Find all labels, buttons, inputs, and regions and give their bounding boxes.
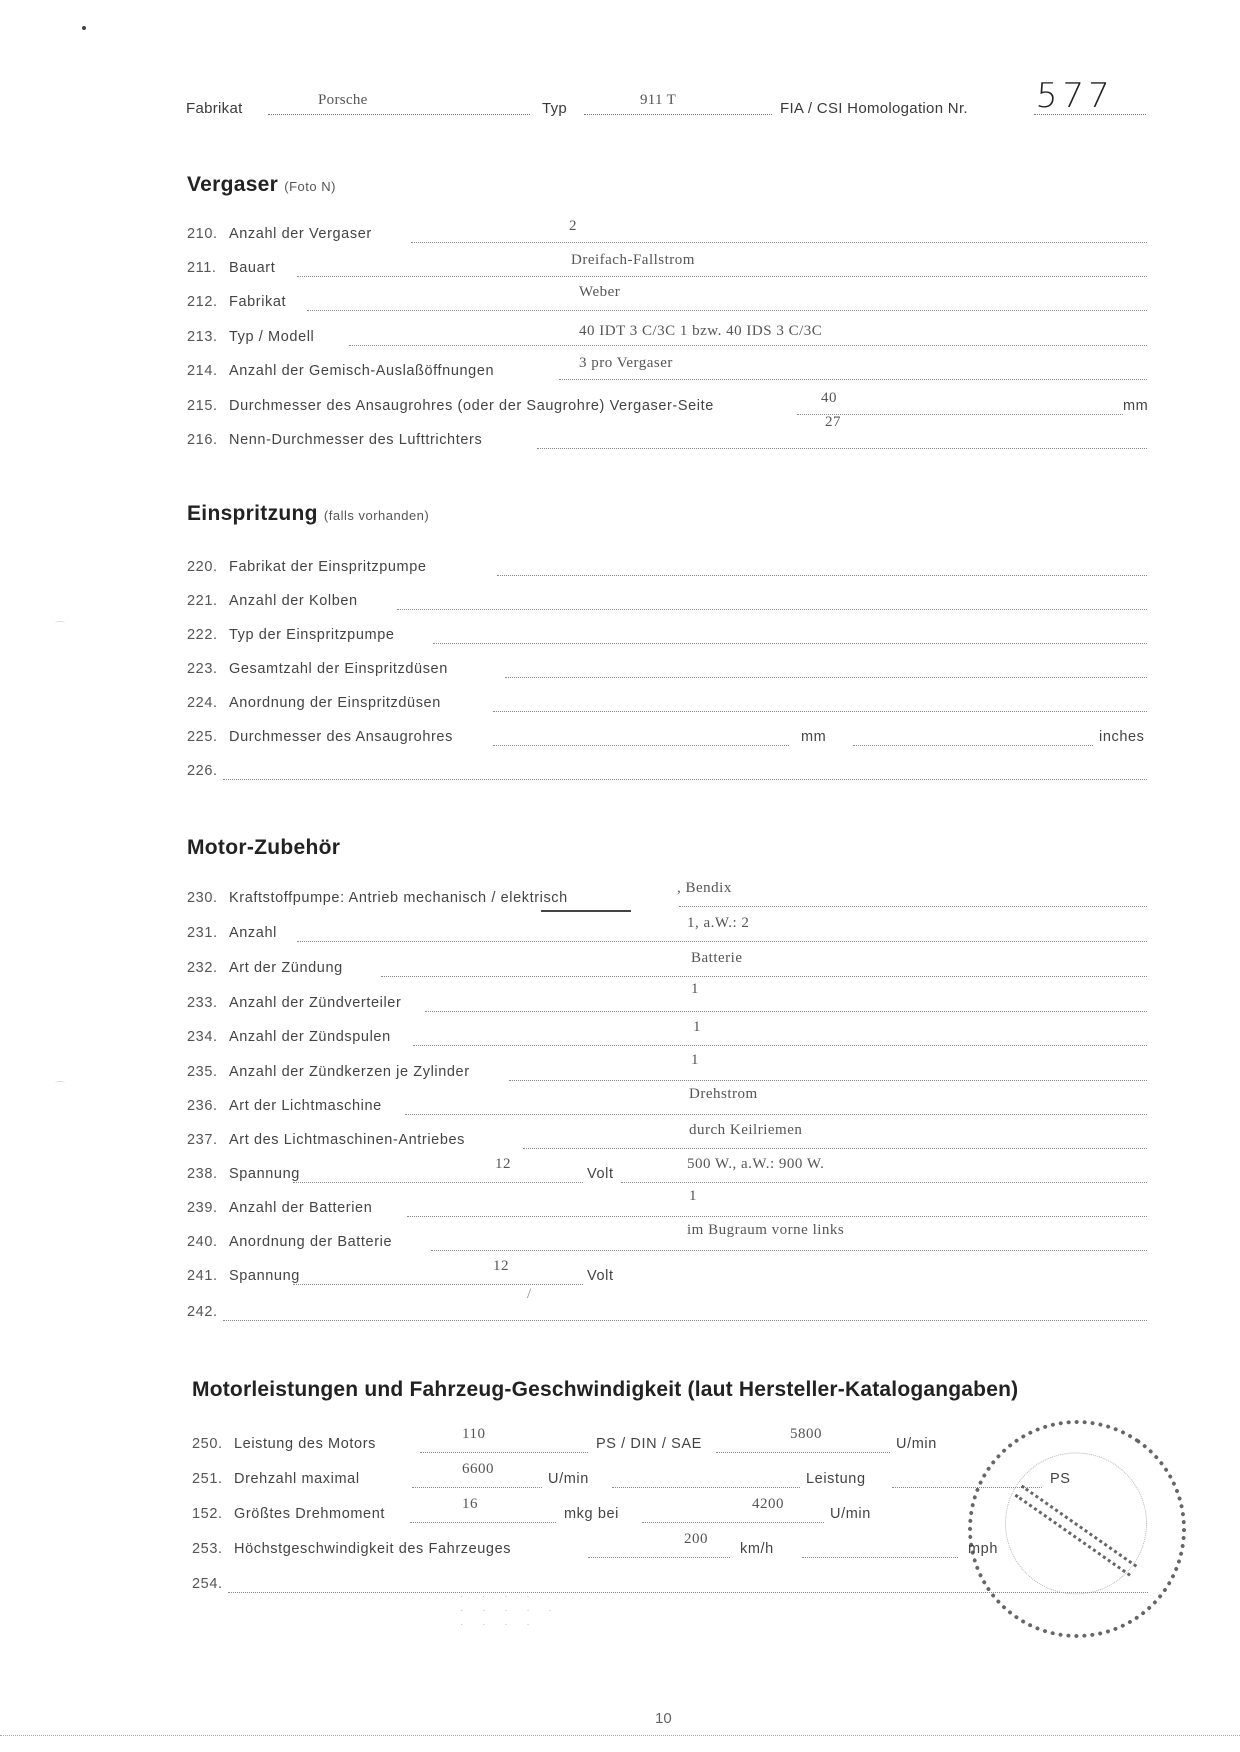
row-label: Spannung <box>229 1166 300 1182</box>
row-label: Anordnung der Einspritzdüsen <box>229 695 441 711</box>
scan-artifact: ⌒ <box>55 1082 65 1093</box>
row-value: 2 <box>569 218 577 234</box>
dotted-line <box>297 276 1147 277</box>
row-value: 1, a.W.: 2 <box>687 915 750 931</box>
form-row-231 <box>187 915 1147 945</box>
row-value: 110 <box>462 1426 486 1442</box>
row-value: 3 pro Vergaser <box>579 355 673 371</box>
dotted-line <box>433 643 1147 644</box>
row-label: Durchmesser des Ansaugrohres (oder der Saugrohre) Vergaser-Seite <box>229 398 714 414</box>
section-title-motorleistungen <box>192 1378 1018 1402</box>
row-number: 251. <box>192 1471 223 1487</box>
row-number: 236. <box>187 1098 218 1114</box>
page-number: 10 <box>655 1710 672 1727</box>
form-row-220 <box>187 555 1147 579</box>
scan-noise: · · · · · · · · · · · · · <box>460 1591 560 1630</box>
row-number: 225. <box>187 729 218 745</box>
row-label: Typ der Einspritzpumpe <box>229 627 395 643</box>
row-value: Weber <box>579 284 621 300</box>
row-label: Nenn-Durchmesser des Lufttrichters <box>229 432 483 448</box>
scan-artifact: ⌒ <box>55 622 65 633</box>
form-row-221 <box>187 589 1147 613</box>
row-label: Fabrikat <box>229 294 287 310</box>
row-value: Drehstrom <box>689 1086 758 1102</box>
dotted-line <box>397 609 1147 610</box>
dotted-line <box>405 1114 1147 1115</box>
dotted-line <box>679 906 1147 907</box>
row-unit: mm <box>1123 398 1149 414</box>
row-value-secondary: 4200 <box>752 1496 784 1512</box>
row-unit: PS / DIN / SAE <box>596 1436 702 1452</box>
row-number: 210. <box>187 226 218 242</box>
row-value-secondary: 5800 <box>790 1426 822 1442</box>
row-number: 226. <box>187 763 218 779</box>
bottom-dotted-rule <box>0 1735 1240 1736</box>
row-label: Art der Lichtmaschine <box>229 1098 382 1114</box>
row-number: 222. <box>187 627 218 643</box>
dotted-line <box>497 575 1147 576</box>
dotted-line <box>493 711 1147 712</box>
row-unit-secondary: mph <box>968 1541 999 1557</box>
dotted-line <box>493 745 789 746</box>
row-number: 234. <box>187 1029 218 1045</box>
row-value: 200 <box>684 1531 708 1547</box>
row-value-secondary: 500 W., a.W.: 900 W. <box>687 1156 825 1172</box>
row-unit: U/min <box>548 1471 589 1487</box>
form-row-233 <box>187 981 1147 1015</box>
form-row-234 <box>187 1019 1147 1049</box>
row-unit: km/h <box>740 1541 774 1557</box>
row-number: 239. <box>187 1200 218 1216</box>
form-row-237 <box>187 1122 1147 1152</box>
dotted-line <box>716 1452 890 1453</box>
row-unit-tertiary: PS <box>1050 1471 1071 1487</box>
form-row-222 <box>187 623 1147 647</box>
form-row-235 <box>187 1052 1147 1084</box>
scan-mark <box>82 26 86 30</box>
dotted-line <box>797 414 1123 415</box>
row-number: 216. <box>187 432 218 448</box>
dotted-line <box>523 1148 1147 1149</box>
row-unit-secondary: Leistung <box>806 1471 866 1487</box>
row-label: Gesamtzahl der Einspritzdüsen <box>229 661 448 677</box>
dotted-line <box>307 310 1147 311</box>
row-label: Anzahl der Zündkerzen je Zylinder <box>229 1064 470 1080</box>
row-number: 224. <box>187 695 218 711</box>
dotted-line <box>537 448 1147 449</box>
dotted-line <box>293 1182 583 1183</box>
handwritten-underline <box>541 910 631 912</box>
row-value: 16 <box>462 1496 478 1512</box>
typ-label: Typ <box>542 100 568 117</box>
form-row-211 <box>187 252 1147 280</box>
row-label: Fabrikat der Einspritzpumpe <box>229 559 427 575</box>
row-number: 250. <box>192 1436 223 1452</box>
row-label: Anzahl der Gemisch-Auslaßöffnungen <box>229 363 495 379</box>
form-row-241 <box>187 1258 1147 1288</box>
section-heading: Motorleistungen und Fahrzeug-Geschwindigkeit (laut Hersteller-Katalogangaben) <box>192 1378 1019 1401</box>
homologation-label: FIA / CSI Homologation Nr. <box>780 100 968 117</box>
row-value: 40 IDT 3 C/3C 1 bzw. 40 IDS 3 C/3C <box>579 323 823 339</box>
row-label: Anzahl der Zündverteiler <box>229 995 402 1011</box>
section-subtitle: (Foto N) <box>284 179 336 194</box>
section-title-motor-zubehoer <box>187 836 340 860</box>
form-row-224 <box>187 691 1147 715</box>
form-row-213 <box>187 325 1147 349</box>
row-number: 253. <box>192 1541 223 1557</box>
dotted-line <box>509 1080 1147 1081</box>
dotted-line <box>223 779 1147 780</box>
form-row-236 <box>187 1086 1147 1118</box>
form-row-223 <box>187 657 1147 681</box>
dotted-line <box>349 345 1147 346</box>
row-label: Anzahl <box>229 925 277 941</box>
section-title-einspritzung <box>187 502 429 526</box>
row-number: 240. <box>187 1234 218 1250</box>
row-value: Batterie <box>691 950 743 966</box>
dotted-line <box>420 1452 588 1453</box>
row-unit: Volt <box>587 1166 614 1182</box>
row-value: Dreifach-Fallstrom <box>571 252 695 268</box>
row-number: 237. <box>187 1132 218 1148</box>
row-label: Art des Lichtmaschinen-Antriebes <box>229 1132 465 1148</box>
row-label: Kraftstoffpumpe: Antrieb mechanisch / elektrisch <box>229 890 568 906</box>
row-label: Typ / Modell <box>229 329 315 345</box>
dotted-line <box>413 1045 1147 1046</box>
section-title-vergaser <box>187 173 336 197</box>
row-number: 254. <box>192 1576 223 1592</box>
form-row-239 <box>187 1188 1147 1220</box>
row-label: Leistung des Motors <box>234 1436 376 1452</box>
dotted-line <box>588 1557 730 1558</box>
row-value: 1 <box>693 1019 701 1035</box>
row-label: Durchmesser des Ansaugrohres <box>229 729 453 745</box>
homologation-number: 577 <box>1034 76 1115 116</box>
row-value: , Bendix <box>677 880 732 896</box>
row-label: Anordnung der Batterie <box>229 1234 393 1250</box>
row-number: 231. <box>187 925 218 941</box>
dotted-line <box>412 1487 542 1488</box>
row-label: Größtes Drehmoment <box>234 1506 386 1522</box>
row-label: Spannung <box>229 1268 300 1284</box>
form-row-225 <box>187 725 1147 749</box>
document-header <box>186 92 1146 122</box>
form-row-232 <box>187 950 1147 980</box>
row-label: Anzahl der Kolben <box>229 593 358 609</box>
row-label: Bauart <box>229 260 276 276</box>
row-number: 241. <box>187 1268 218 1284</box>
dotted-line <box>407 1216 1147 1217</box>
row-label: Anzahl der Vergaser <box>229 226 372 242</box>
row-unit: mkg bei <box>564 1506 619 1522</box>
row-number: 235. <box>187 1064 218 1080</box>
fabrikat-value: Porsche <box>318 92 368 108</box>
row-value: 1 <box>689 1188 697 1204</box>
dotted-line <box>802 1557 958 1558</box>
row-number: 230. <box>187 890 218 906</box>
row-number: 223. <box>187 661 218 677</box>
row-number: 211. <box>187 260 217 276</box>
row-value: 6600 <box>462 1461 494 1477</box>
section-heading: Vergaser <box>187 173 279 196</box>
row-value: / <box>527 1286 532 1302</box>
row-number: 215. <box>187 398 218 414</box>
form-row-215 <box>187 390 1149 418</box>
row-number: 221. <box>187 593 218 609</box>
row-number: 220. <box>187 559 218 575</box>
row-value: 12 <box>495 1156 511 1172</box>
dotted-line <box>425 1011 1147 1012</box>
dotted-line <box>293 1284 583 1285</box>
typ-value: 911 T <box>640 92 677 108</box>
row-unit-mm: mm <box>801 729 827 745</box>
row-number: 242. <box>187 1304 218 1320</box>
form-row-238 <box>187 1156 1147 1186</box>
row-number: 213. <box>187 329 218 345</box>
row-value: 12 <box>493 1258 509 1274</box>
row-label: Drehzahl maximal <box>234 1471 360 1487</box>
form-row-240 <box>187 1222 1147 1254</box>
section-subtitle: (falls vorhanden) <box>323 508 430 523</box>
row-unit-secondary: U/min <box>896 1436 937 1452</box>
row-value: 1 <box>691 1052 699 1068</box>
form-row-212 <box>187 284 1147 314</box>
section-heading: Einspritzung <box>187 502 318 525</box>
form-row-216 <box>187 414 1147 452</box>
row-unit-secondary: U/min <box>830 1506 871 1522</box>
dotted-line <box>853 745 1093 746</box>
row-value: 1 <box>691 981 699 997</box>
row-number: 238. <box>187 1166 218 1182</box>
dotted-line <box>642 1522 824 1523</box>
section-heading: Motor-Zubehör <box>187 836 341 859</box>
row-number: 232. <box>187 960 218 976</box>
dotted-line <box>268 114 530 115</box>
row-number: 214. <box>187 363 218 379</box>
dotted-line <box>431 1250 1147 1251</box>
official-stamp <box>925 1377 1229 1681</box>
dotted-line <box>381 976 1147 977</box>
dotted-line <box>297 941 1147 942</box>
row-label: Anzahl der Zündspulen <box>229 1029 391 1045</box>
dotted-line <box>559 379 1147 380</box>
form-row-230 <box>187 880 1147 910</box>
row-number: 212. <box>187 294 218 310</box>
row-label: Art der Zündung <box>229 960 343 976</box>
form-row-214 <box>187 355 1147 383</box>
form-row-242 <box>187 1286 1147 1324</box>
row-label: Anzahl der Batterien <box>229 1200 373 1216</box>
row-unit: Volt <box>587 1268 614 1284</box>
row-number: 152. <box>192 1506 223 1522</box>
dotted-line <box>411 242 1147 243</box>
dotted-line <box>223 1320 1147 1321</box>
dotted-line <box>410 1522 556 1523</box>
row-number: 233. <box>187 995 218 1011</box>
row-value: durch Keilriemen <box>689 1122 803 1138</box>
form-row-210 <box>187 218 1147 246</box>
row-value: 27 <box>825 414 841 430</box>
form-row-226 <box>187 759 1147 783</box>
dotted-line <box>584 114 772 115</box>
row-value: im Bugraum vorne links <box>687 1222 845 1238</box>
row-value: 40 <box>821 390 837 406</box>
dotted-line <box>505 677 1147 678</box>
row-unit-inches: inches <box>1099 729 1145 745</box>
dotted-line <box>621 1182 1147 1183</box>
fabrikat-label: Fabrikat <box>186 100 243 117</box>
row-label: Höchstgeschwindigkeit des Fahrzeuges <box>234 1541 512 1557</box>
dotted-line <box>612 1487 800 1488</box>
